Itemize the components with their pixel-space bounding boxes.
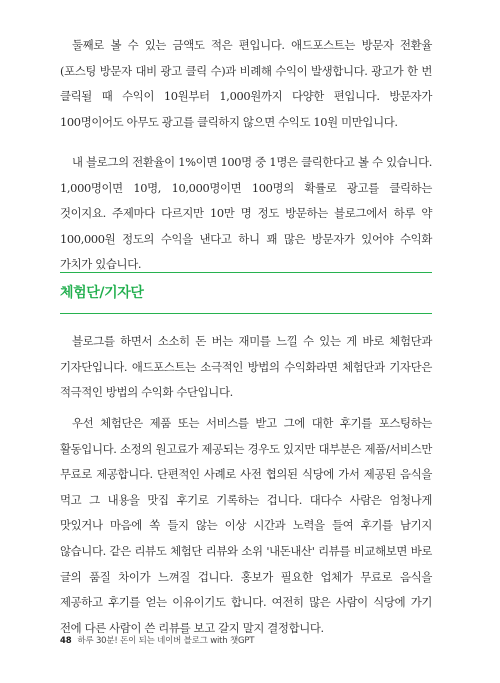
body-paragraph-1: 둘째로 볼 수 있는 금액도 적은 편입니다. 애드포스트는 방문자 전환율(포스팅 방문자 대비 광고 클릭 수)과 비례해 수익이 발생합니다. 광고가 한 번 클릭될 때 수익이 10원부터 1,000원까지 다양한 편입니다. 방문자가 100명이어도 아무도 광고를 클릭하지 않으면 수익도 10원 미만입니다. (60, 38, 432, 129)
section-heading: 체험단/기자단 (60, 285, 144, 301)
page-footer (60, 634, 254, 646)
body-paragraph-3: 블로그를 하면서 소소히 돈 버는 재미를 느낄 수 있는 게 바로 체험단과 기자단입니다. 애드포스트는 소극적인 방법의 수익화라면 체험단과 기자단은 적극적인 방법의 수익화 수단입니다. (60, 334, 432, 400)
section-rule-bottom (60, 313, 432, 314)
section-rule-top (60, 272, 432, 273)
body-paragraph-2: 내 블로그의 전환율이 1%이면 100명 중 1명은 클릭한다고 볼 수 있습니다. 1,000명이면 10명, 10,000명이면 100명의 확률로 광고를 클릭하는 것이지요. 주제마다 다르지만 10만 명 정도 방문하는 블로그에서 하루 약 100,000원 정도의 수익을 낸다고 하니 꽤 많은 방문자가 있어야 수익화 가치가 있습니다. (60, 155, 432, 272)
running-title: 하루 30분! 돈이 되는 네이버 블로그 with 챗GPT (77, 636, 255, 646)
body-paragraph-4: 우선 체험단은 제품 또는 서비스를 받고 그에 대한 후기를 포스팅하는 활동입니다. 소정의 원고료가 제공되는 경우도 있지만 대부분은 제품/서비스만 무료로 제공합니다. 단편적인 사례로 사전 협의된 식당에 가서 제공된 음식을 먹고 그 내용을 맛집 후기로 기록하는 겁니다. 대다수 사람은 엄청나게 맛있거나 마음에 쏙 들지 않는 이상 시간과 노력을 들여 후기를 남기지 않습니다. 같은 리뷰도 체험단 리뷰와 소위 '내돈내산' 리뷰를 비교해보면 바로 글의 품질 차이가 느껴질 겁니다. 홍보가 필요한 업체가 무료로 음식을 제공하고 후기를 얻는 이유이기도 합니다. 여전히 많은 사람이 식당에 가기 전에 다른 사람이 쓴 리뷰를 보고 갈지 말지 결정합니다. (60, 416, 432, 635)
page-number: 48 (60, 636, 72, 646)
